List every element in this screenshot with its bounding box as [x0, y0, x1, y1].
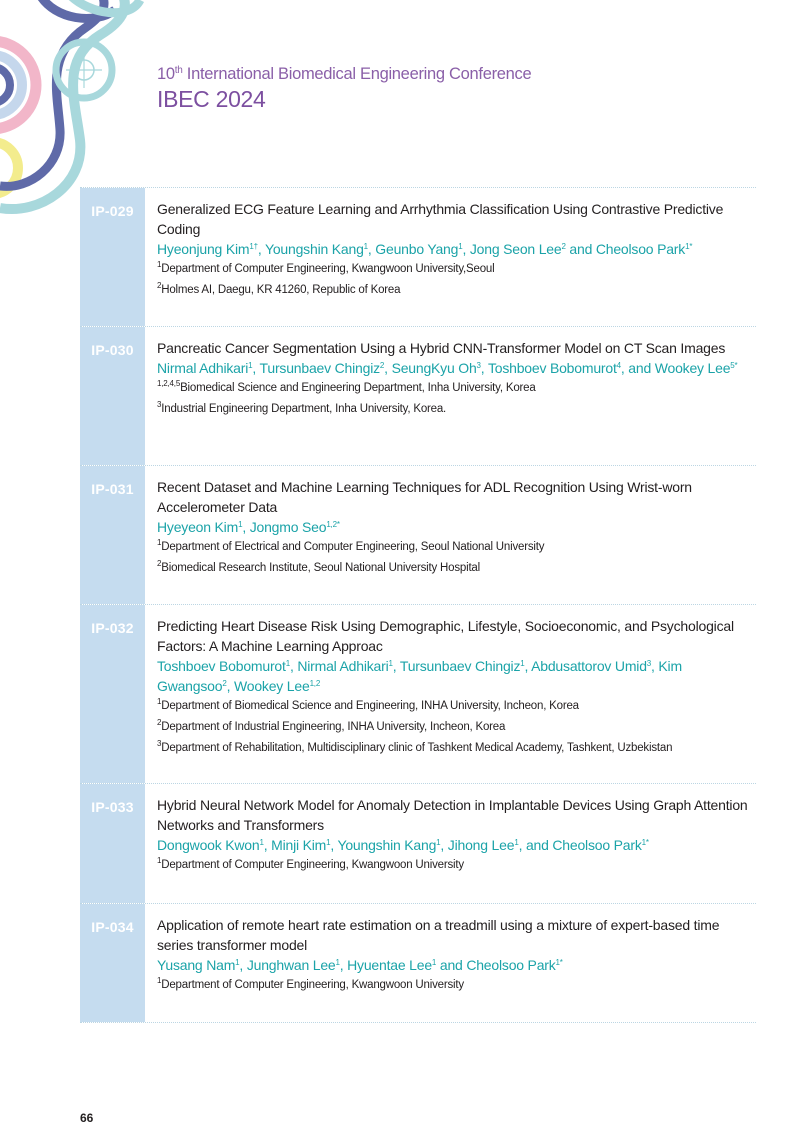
- author-separator: and: [565, 241, 596, 257]
- affiliation: [157, 975, 756, 996]
- author-affiliation-mark: 1: [335, 958, 340, 967]
- affiliation: [157, 280, 756, 301]
- author-name: Hyeyeon Kim: [157, 519, 239, 535]
- affiliation: [157, 537, 756, 558]
- author-separator: and: [436, 957, 467, 973]
- affiliation-mark: 1: [157, 697, 162, 706]
- poster-title: Pancreatic Cancer Segmentation Using a Hybrid CNN-Transformer Model on CT Scan Images: [157, 340, 726, 356]
- author-separator: ,: [440, 837, 448, 853]
- author-affiliation-mark: 1: [285, 659, 290, 668]
- author-separator: ,: [263, 837, 272, 853]
- affiliation-mark: 3: [157, 739, 162, 748]
- affiliation: [157, 696, 756, 717]
- author-name: Nirmal Adhikari: [157, 360, 249, 376]
- author-name: Cheolsoo Park: [552, 837, 642, 853]
- poster-code: IP-034: [80, 904, 145, 1022]
- author-list: [157, 955, 756, 975]
- author-affiliation-mark: 2: [561, 242, 566, 251]
- poster-title: Generalized ECG Feature Learning and Arrhythmia Classification Using Contrastive Predictive Coding: [157, 201, 724, 237]
- author-affiliation-mark: 5*: [730, 361, 738, 370]
- affiliation-mark: 2: [157, 281, 162, 290]
- poster-entry: [80, 604, 756, 783]
- affiliation: [157, 378, 756, 399]
- poster-code: IP-030: [80, 327, 145, 465]
- author-affiliation-mark: 1*: [685, 242, 693, 251]
- affiliation-mark: 1,2,4,5: [157, 379, 181, 388]
- author-affiliation-mark: 1,2: [309, 679, 321, 688]
- author-separator: ,: [384, 360, 392, 376]
- poster-code: IP-031: [80, 466, 145, 604]
- affiliation-text: Department of Rehabilitation, Multidisciplinary clinic of Tashkent Medical Academy, Tashkent, Uzbekistan: [161, 742, 673, 754]
- author-separator: ,: [226, 678, 234, 694]
- author-affiliation-mark: 1*: [555, 958, 563, 967]
- affiliation-mark: 1: [157, 538, 162, 547]
- affiliation-text: Department of Industrial Engineering, INHA University, Incheon, Korea: [161, 721, 506, 733]
- author-separator: ,: [242, 519, 250, 535]
- affiliation-text: Industrial Engineering Department, Inha University, Korea.: [161, 403, 447, 415]
- poster-entry: [80, 903, 756, 1023]
- affiliation-text: Department of Electrical and Computer Engineering, Seoul National University: [161, 541, 545, 553]
- poster-list: [80, 187, 756, 1023]
- author-name: Youngshin Kang: [264, 241, 364, 257]
- poster-entry: [80, 465, 756, 604]
- author-name: Jihong Lee: [447, 837, 515, 853]
- author-name: Cheolsoo Park: [466, 957, 556, 973]
- author-affiliation-mark: 2: [222, 679, 227, 688]
- author-separator: ,: [239, 957, 247, 973]
- affiliation-text: Biomedical Research Institute, Seoul National University Hospital: [161, 562, 480, 574]
- poster-details: [145, 466, 756, 604]
- author-list: [157, 517, 756, 537]
- affiliation-mark: 1: [157, 856, 162, 865]
- affiliation: [157, 558, 756, 579]
- author-separator: ,: [339, 957, 348, 973]
- poster-title: Hybrid Neural Network Model for Anomaly Detection in Implantable Devices Using Graph Attention Networks and Transformers: [157, 797, 748, 833]
- author-separator: ,: [289, 658, 298, 674]
- poster-details: [145, 327, 756, 465]
- author-name: Dongwook Kwon: [157, 837, 260, 853]
- author-name: Cheolsoo Park: [595, 241, 686, 257]
- author-affiliation-mark: 2: [379, 361, 385, 370]
- author-name: Wookey Lee: [233, 678, 310, 694]
- author-separator: , and: [620, 360, 655, 376]
- author-affiliation-mark: 1: [458, 242, 463, 251]
- conference-header: [157, 63, 531, 113]
- author-affiliation-mark: 1: [388, 659, 393, 668]
- affiliation: [157, 399, 756, 420]
- poster-title: Application of remote heart rate estimation on a treadmill using a mixture of expert-based time series transformer model: [157, 917, 720, 953]
- author-affiliation-mark: 3: [476, 361, 481, 370]
- poster-details: [145, 605, 756, 783]
- poster-title: Predicting Heart Disease Risk Using Demographic, Lifestyle, Socioeconomic, and Psychological Factors: A Machine Learning Approac: [157, 618, 734, 654]
- author-separator: ,: [330, 837, 338, 853]
- affiliation-mark: 1: [157, 260, 162, 269]
- author-name: Nirmal Adhikari: [297, 658, 389, 674]
- author-affiliation-mark: 1,2*: [326, 520, 340, 529]
- author-name: Abdusattorov Umid: [531, 658, 647, 674]
- author-separator: ,: [462, 241, 470, 257]
- author-affiliation-mark: 4: [616, 361, 621, 370]
- affiliation-text: Biomedical Science and Engineering Department, Inha University, Korea: [180, 382, 536, 394]
- poster-entry: [80, 326, 756, 465]
- author-name: Yusang Nam: [157, 957, 236, 973]
- author-list: [157, 239, 756, 259]
- author-affiliation-mark: 1: [436, 838, 441, 847]
- poster-entry: [80, 783, 756, 903]
- author-separator: ,: [392, 658, 400, 674]
- author-name: Minji Kim: [271, 837, 327, 853]
- author-name: Youngshin Kang: [337, 837, 437, 853]
- author-affiliation-mark: 1: [326, 838, 331, 847]
- author-name: Tursunbaev Chingiz: [399, 658, 521, 674]
- poster-details: [145, 188, 756, 326]
- poster-entry: [80, 187, 756, 326]
- affiliation-text: Department of Computer Engineering, Kwangwoon University: [161, 859, 464, 871]
- author-affiliation-mark: 1: [431, 958, 437, 967]
- poster-code: IP-032: [80, 605, 145, 783]
- author-affiliation-mark: 1: [363, 242, 368, 251]
- author-separator: , and: [518, 837, 553, 853]
- author-name: Hyeonjung Kim: [157, 241, 250, 257]
- page-number: 66: [80, 1111, 94, 1125]
- affiliation-mark: 2: [157, 559, 162, 568]
- poster-title: Recent Dataset and Machine Learning Techniques for ADL Recognition Using Wrist-worn Accelerometer Data: [157, 479, 692, 515]
- affiliation-text: Department of Biomedical Science and Engineering, INHA University, Incheon, Korea: [161, 700, 579, 712]
- author-name: Jong Seon Lee: [469, 241, 562, 257]
- author-name: Kim Gwangsoo: [157, 658, 682, 694]
- author-list: [157, 358, 756, 378]
- poster-code: IP-033: [80, 784, 145, 903]
- author-affiliation-mark: 1: [235, 958, 240, 967]
- author-affiliation-mark: 3: [646, 659, 652, 668]
- conference-name: 10th International Biomedical Engineering Conference: [157, 65, 532, 83]
- author-separator: ,: [480, 360, 488, 376]
- author-name: Tursunbaev Chingiz: [259, 360, 380, 376]
- author-affiliation-mark: 1: [238, 520, 243, 529]
- poster-code: IP-029: [80, 188, 145, 326]
- author-name: Geunbo Yang: [375, 241, 459, 257]
- author-separator: ,: [257, 241, 265, 257]
- author-affiliation-mark: 1†: [249, 242, 258, 251]
- affiliation-mark: 1: [157, 976, 162, 985]
- author-name: Junghwan Lee: [246, 957, 336, 973]
- affiliation-mark: 3: [157, 400, 162, 409]
- author-name: Toshboev Bobomurot: [487, 360, 617, 376]
- author-affiliation-mark: 1*: [641, 838, 649, 847]
- author-name: Wookey Lee: [654, 360, 731, 376]
- author-name: Hyuentae Lee: [347, 957, 432, 973]
- author-list: [157, 656, 756, 696]
- poster-details: [145, 904, 756, 1022]
- affiliation-text: Department of Computer Engineering, Kwangwoon University,Seoul: [161, 263, 495, 275]
- author-list: [157, 835, 756, 855]
- author-affiliation-mark: 1: [259, 838, 264, 847]
- affiliation-mark: 2: [157, 718, 162, 727]
- affiliation-text: Holmes AI, Daegu, KR 41260, Republic of Korea: [161, 284, 401, 296]
- author-separator: ,: [252, 360, 260, 376]
- affiliation: [157, 717, 756, 738]
- conference-acronym: IBEC 2024: [157, 86, 266, 112]
- author-affiliation-mark: 1: [520, 659, 525, 668]
- author-name: Toshboev Bobomurot: [157, 658, 286, 674]
- author-separator: ,: [367, 241, 376, 257]
- affiliation: [157, 738, 756, 759]
- author-name: SeungKyu Oh: [391, 360, 477, 376]
- author-affiliation-mark: 1: [514, 838, 519, 847]
- author-affiliation-mark: 1: [248, 361, 253, 370]
- affiliation: [157, 855, 756, 876]
- author-name: Jongmo Seo: [249, 519, 327, 535]
- affiliation-text: Department of Computer Engineering, Kwangwoon University: [161, 979, 464, 991]
- affiliation: [157, 259, 756, 280]
- author-separator: ,: [524, 658, 532, 674]
- poster-details: [145, 784, 756, 903]
- author-separator: ,: [651, 658, 659, 674]
